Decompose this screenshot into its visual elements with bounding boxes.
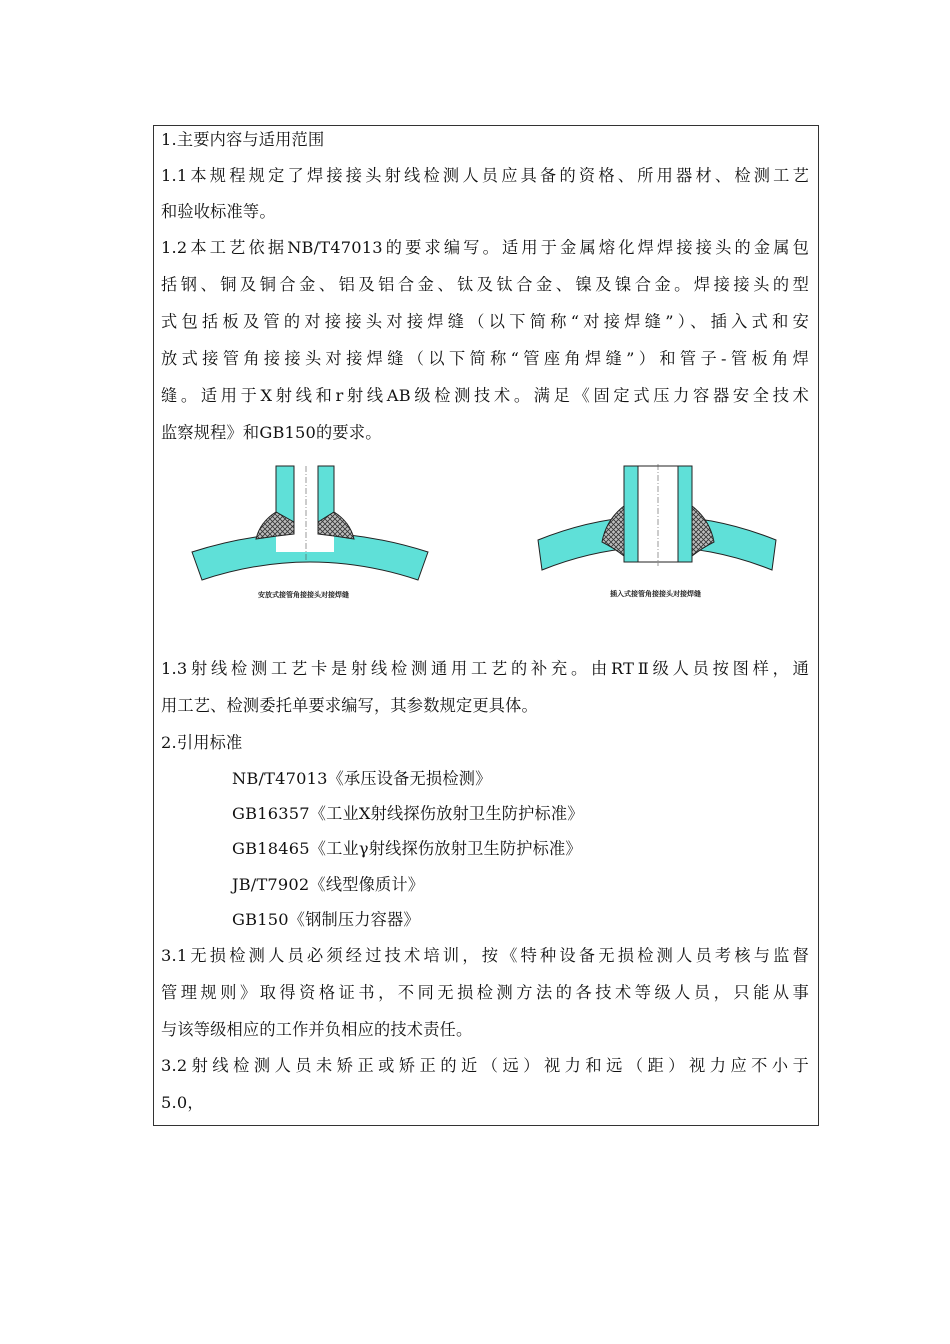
left-figure-caption: 安放式接管角接接头对接焊缝 (258, 590, 349, 599)
standard-item: GB150《钢制压力容器》 (232, 910, 420, 929)
section2-heading: 2.引用标准 (161, 733, 243, 752)
paragraph-1-1-line-2: 和验收标准等。 (161, 202, 276, 221)
paragraph-1-3-line-2: 用工艺、检测委托单要求编写，其参数规定更具体。 (161, 696, 538, 715)
paragraph-1-2-line-1: 1.2本工艺依据NB/T47013的要求编写。适用于金属熔化焊焊接接头的金属包 (161, 238, 809, 257)
paragraph-1-2-line-6: 监察规程》和GB150的要求。 (161, 423, 382, 442)
paragraph-1-2-line-4: 放式接管角接接头对接焊缝（以下简称“管座角焊缝”）和管子-管板角焊 (161, 349, 809, 368)
standard-item: JB/T7902《线型像质计》 (232, 875, 425, 894)
set-in-nozzle-figure (536, 462, 778, 587)
paragraph-3-2-line-2: 5.0， (161, 1093, 204, 1112)
set-on-nozzle-figure (190, 464, 430, 584)
paragraph-3-1-line-3: 与该等级相应的工作并负相应的技术责任。 (161, 1020, 473, 1039)
paragraph-3-2-line-1: 3.2射线检测人员未矫正或矫正的近（远）视力和远（距）视力应不小于 (161, 1056, 809, 1075)
paragraph-1-1-line-1: 1.1本规程规定了焊接接头射线检测人员应具备的资格、所用器材、检测工艺 (161, 166, 809, 185)
paragraph-1-2-line-5: 缝。适用于X射线和r射线AB级检测技术。满足《固定式压力容器安全技术 (161, 386, 809, 405)
section1-heading: 1.主要内容与适用范围 (161, 130, 325, 149)
standard-item: NB/T47013《承压设备无损检测》 (232, 769, 492, 788)
right-figure-caption: 插入式接管角接接头对接焊缝 (610, 589, 701, 598)
paragraph-3-1-line-2: 管理规则》取得资格证书，不同无损检测方法的各技术等级人员，只能从事 (161, 983, 809, 1002)
paragraph-1-3-line-1: 1.3射线检测工艺卡是射线检测通用工艺的补充。由RTⅡ级人员按图样，通 (161, 659, 809, 678)
paragraph-1-2-line-3: 式包括板及管的对接接头对接焊缝（以下简称“对接焊缝”）、插入式和安 (161, 312, 809, 331)
paragraph-1-2-line-2: 括钢、铜及铜合金、铝及铝合金、钛及钛合金、镍及镍合金。焊接接头的型 (161, 275, 809, 294)
standard-item: GB18465《工业γ射线探伤放射卫生防护标准》 (232, 839, 582, 858)
paragraph-3-1-line-1: 3.1无损检测人员必须经过技术培训，按《特种设备无损检测人员考核与监督 (161, 946, 809, 965)
standard-item: GB16357《工业X射线探伤放射卫生防护标准》 (232, 804, 584, 823)
